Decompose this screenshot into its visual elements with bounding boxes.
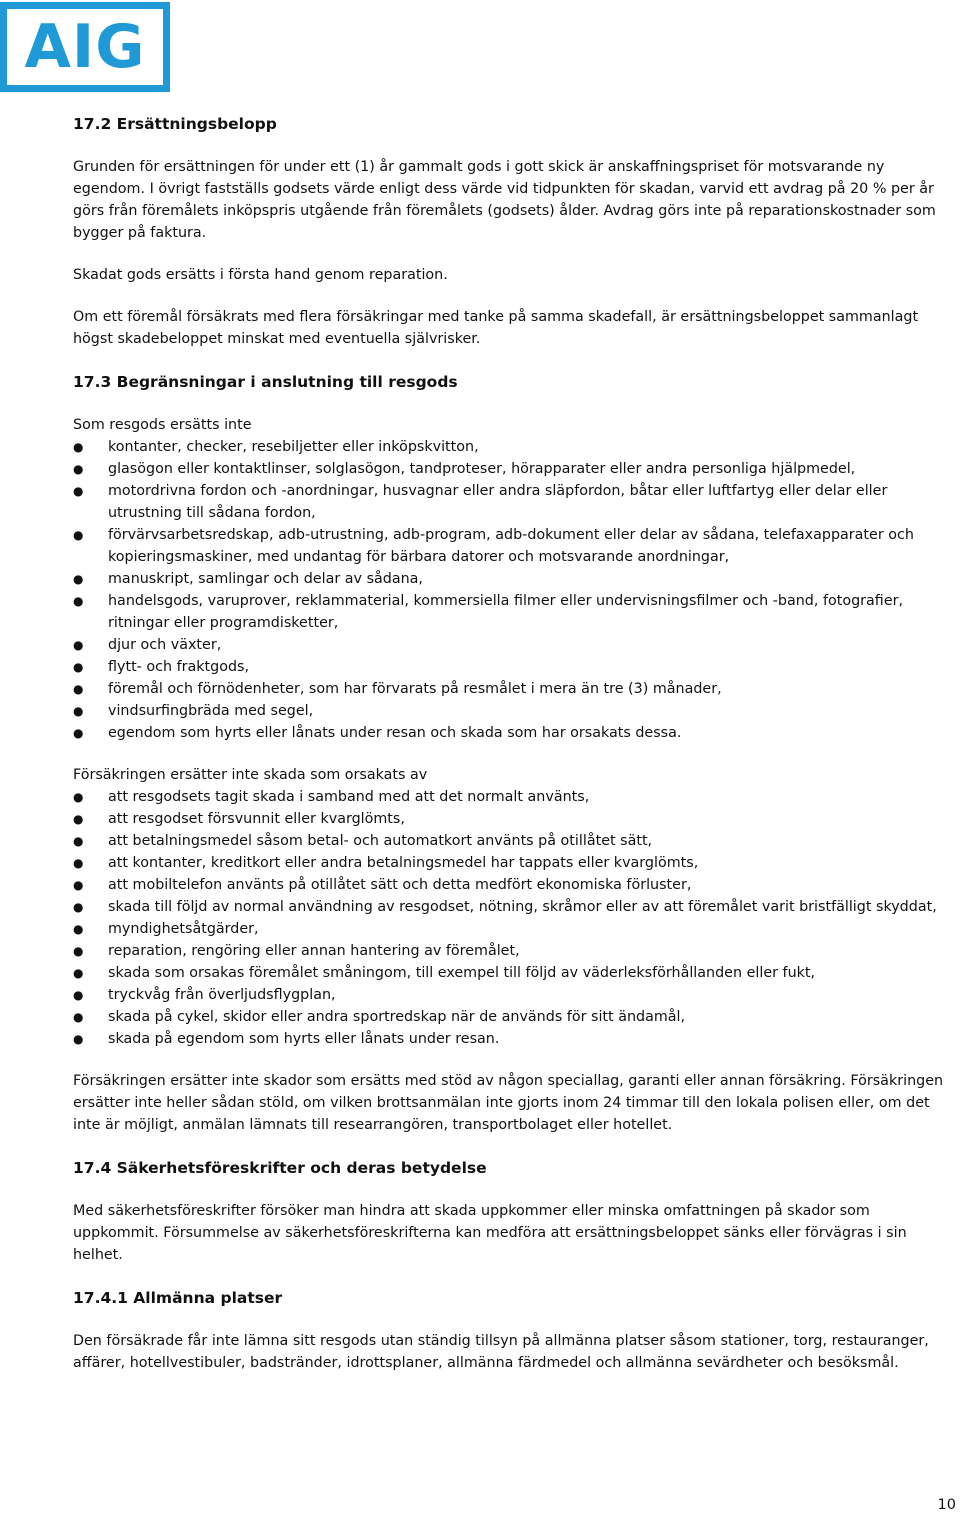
list-item-text: glasögon eller kontaktlinser, solglasögon, tandproteser, hörapparater eller andra personliga hjälpmedel, — [108, 461, 856, 477]
heading-17-2: 17.2 Ersättningsbelopp — [73, 115, 277, 133]
bullet-icon: ● — [73, 966, 84, 980]
list-item — [73, 436, 958, 458]
document-body — [73, 112, 958, 1374]
list-item-text: att resgodsets tagit skada i samband med att det normalt använts, — [108, 789, 590, 805]
bullet-icon: ● — [73, 440, 84, 454]
list-item — [73, 458, 958, 480]
list-item — [73, 896, 958, 918]
list-item-text: skada på cykel, skidor eller andra sportredskap när de används för sitt ändamål, — [108, 1009, 686, 1025]
list-item — [73, 656, 958, 678]
list-item — [73, 678, 958, 700]
list-item — [73, 700, 958, 722]
logo-text: AIG — [24, 12, 146, 82]
bullet-icon: ● — [73, 856, 84, 870]
list-item-text: handelsgods, varuprover, reklammaterial, kommersiella filmer eller undervisningsfilmer och -band, fotografier, ritningar eller programdisketter, — [108, 593, 904, 631]
bullet-icon: ● — [73, 660, 84, 674]
bullet-icon: ● — [73, 704, 84, 718]
list-item-text: flytt- och fraktgods, — [108, 659, 250, 675]
list-item — [73, 590, 958, 634]
list-item — [73, 918, 958, 940]
list-item-text: vindsurfingbräda med segel, — [108, 703, 314, 719]
bullet-icon: ● — [73, 462, 84, 476]
list-item-text: tryckvåg från överljudsflygplan, — [108, 987, 336, 1003]
list-item-text: manuskript, samlingar och delar av sådana, — [108, 571, 423, 587]
list-item-text: skada på egendom som hyrts eller lånats under resan. — [108, 1031, 500, 1047]
list-item-text: att betalningsmedel såsom betal- och automatkort använts på otillåtet sätt, — [108, 833, 653, 849]
bullet-icon: ● — [73, 1010, 84, 1024]
bullet-icon: ● — [73, 790, 84, 804]
bullet-icon: ● — [73, 726, 84, 740]
bullet-icon: ● — [73, 900, 84, 914]
paragraph-safety-rules: Med säkerhetsföreskrifter försöker man hindra att skada uppkommer eller minska omfattningen på skador som uppkommit. Försummelse av säkerhetsföreskrifterna kan medföra att ersättningsbeloppet sänks eller förvägras i sin helhet. — [73, 1203, 907, 1263]
list-item-text: förvärvsarbetsredskap, adb-utrustning, adb-program, adb-dokument eller delar av sådana, telefaxapparater och kopieringsmaskiner, med undantag för bärbara datorer och motsvarande anordningar, — [108, 527, 914, 565]
list-item — [73, 962, 958, 984]
list-item — [73, 830, 958, 852]
bullet-icon: ● — [73, 812, 84, 826]
bullet-icon: ● — [73, 988, 84, 1002]
list-item — [73, 940, 958, 962]
bullet-icon: ● — [73, 484, 84, 498]
excluded-causes-list — [73, 786, 958, 1050]
list-item — [73, 808, 958, 830]
list-item-text: myndighetsåtgärder, — [108, 921, 259, 937]
excluded-items-list — [73, 436, 958, 744]
list-item — [73, 874, 958, 896]
heading-17-4-1: 17.4.1 Allmänna platser — [73, 1289, 283, 1307]
heading-17-3: 17.3 Begränsningar i anslutning till resgods — [73, 373, 458, 391]
list2-intro: Försäkringen ersätter inte skada som orsakats av — [73, 767, 428, 783]
list-item-text: att mobiltelefon använts på otillåtet sätt och detta medfört ekonomiska förluster, — [108, 877, 692, 893]
paragraph-special-laws: Försäkringen ersätter inte skador som ersätts med stöd av någon speciallag, garanti eller annan försäkring. Försäkringen ersätter inte heller sådan stöld, om vilken brottsanmälan inte gjorts inom 24 timmar till den lokala polisen eller, om det inte är möjligt, anmälan lämnats till researrangören, transportbolaget eller hotellet. — [73, 1073, 944, 1133]
list-item-text: skada till följd av normal användning av resgodset, nötning, skråmor eller av att föremålet varit bristfälligt skyddat, — [108, 899, 937, 915]
list-item-text: föremål och förnödenheter, som har förvarats på resmålet i mera än tre (3) månader, — [108, 681, 722, 697]
bullet-icon: ● — [73, 528, 84, 542]
list-item-text: djur och växter, — [108, 637, 222, 653]
paragraph-compensation-basis: Grunden för ersättningen för under ett (1) år gammalt gods i gott skick är anskaffningspriset för motsvarande ny egendom. I övrigt fastställs godsets värde enligt dess värde vid tidpunkten för skadan, varvid ett avdrag på 20 % per år görs från föremålets inköpspris utgående från föremålets (godsets) ålder. Avdrag görs inte på reparationskostnader som bygger på faktura. — [73, 159, 936, 241]
list-item — [73, 852, 958, 874]
list-item-text: att kontanter, kreditkort eller andra betalningsmedel har tappats eller kvarglömts, — [108, 855, 699, 871]
bullet-icon: ● — [73, 594, 84, 608]
list-item — [73, 786, 958, 808]
list-item — [73, 1006, 958, 1028]
bullet-icon: ● — [73, 834, 84, 848]
bullet-icon: ● — [73, 944, 84, 958]
bullet-icon: ● — [73, 922, 84, 936]
list-item-text: att resgodset försvunnit eller kvarglömts, — [108, 811, 405, 827]
list-item — [73, 634, 958, 656]
list-item — [73, 568, 958, 590]
list-item — [73, 984, 958, 1006]
paragraph-multiple-insurances: Om ett föremål försäkrats med flera försäkringar med tanke på samma skadefall, är ersättningsbeloppet sammanlagt högst skadebeloppet minskat med eventuella självrisker. — [73, 309, 919, 347]
paragraph-public-places: Den försäkrade får inte lämna sitt resgods utan ständig tillsyn på allmänna platser såsom stationer, torg, restauranger, affärer, hotellvestibuler, badstränder, idrottsplaner, allmänna färdmedel och allmänna sevärdheter och besöksmål. — [73, 1333, 929, 1371]
bullet-icon: ● — [73, 638, 84, 652]
list-item-text: motordrivna fordon och -anordningar, husvagnar eller andra släpfordon, båtar eller luftfartyg eller delar eller utrustning till sådana fordon, — [108, 483, 888, 521]
heading-17-4: 17.4 Säkerhetsföreskrifter och deras betydelse — [73, 1159, 487, 1177]
list-item-text: skada som orsakas föremålet småningom, till exempel till följd av väderleksförhållanden eller fukt, — [108, 965, 816, 981]
bullet-icon: ● — [73, 682, 84, 696]
bullet-icon: ● — [73, 1032, 84, 1046]
bullet-icon: ● — [73, 572, 84, 586]
list-item — [73, 524, 958, 568]
page-number: 10 — [937, 1497, 956, 1513]
paragraph-repair: Skadat gods ersätts i första hand genom reparation. — [73, 267, 448, 283]
list-item-text: reparation, rengöring eller annan hantering av föremålet, — [108, 943, 520, 959]
list-item — [73, 722, 958, 744]
list-item-text: egendom som hyrts eller lånats under resan och skada som har orsakats dessa. — [108, 725, 682, 741]
aig-logo — [0, 2, 170, 92]
bullet-icon: ● — [73, 878, 84, 892]
list1-intro: Som resgods ersätts inte — [73, 417, 252, 433]
list-item-text: kontanter, checker, resebiljetter eller inköpskvitton, — [108, 439, 479, 455]
list-item — [73, 480, 958, 524]
list-item — [73, 1028, 958, 1050]
